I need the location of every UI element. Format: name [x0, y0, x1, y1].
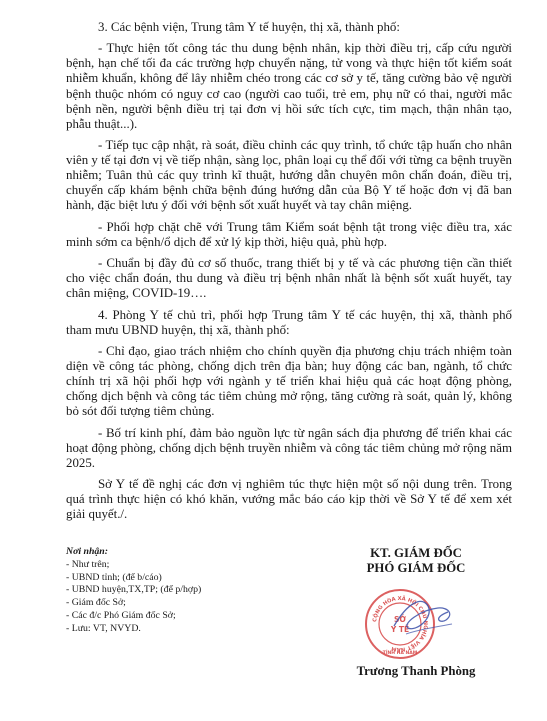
signature-position: PHÓ GIÁM ĐỐC [366, 561, 466, 575]
svg-text:TỈNH HÀ NAM: TỈNH HÀ NAM [382, 651, 418, 656]
signature-block [326, 546, 506, 678]
paragraph: - Phối hợp chặt chẽ với Trung tâm Kiểm soát bệnh tật trong việc điều tra, xác minh sớm ca bệnh/ổ dịch để xử lý kịp thời, hiệu quả, phù hợp. [66, 219, 512, 249]
document-footer [0, 546, 547, 721]
recipients-title: Nơi nhận: [66, 546, 109, 557]
signer-name: Trương Thanh Phòng [356, 664, 476, 678]
recipient-item: - UBND tỉnh; (để b/cáo) [66, 571, 162, 583]
signature-title: KT. GIÁM ĐỐC [370, 546, 462, 560]
seal-and-signature-image [356, 584, 476, 664]
svg-text:Y TẾ: Y TẾ [390, 625, 410, 634]
recipient-item: - Các đ/c Phó Giám đốc Sở; [66, 609, 176, 621]
paragraph: - Chỉ đạo, giao trách nhiệm cho chính quyền địa phương chịu trách nhiệm toàn diện về công tác phòng, chống dịch trên địa bàn; huy động các ban, ngành, tổ chức chính trị xã hội phối hợp với ngành y tế triển khai hiệu quả các hoạt động phòng, chống dịch bệnh và công tác tiêm chủng mở rộng, tăng cường rà soát, quản lý, không bỏ sót đối tượng tiêm chủng. [66, 343, 512, 419]
document-body [66, 20, 512, 529]
paragraph: - Tiếp tục cập nhật, rà soát, điều chỉnh các quy trình, tổ chức tập huấn cho nhân viên y tế tại đơn vị về tiếp nhận, sàng lọc, phân loại cụ thể đối với từng ca bệnh truyền nhiễm; Tuân thủ các quy trình kĩ thuật, hướng dẫn chuyên môn chẩn đoán, điều trị, chuyển cấp khám bệnh chữa bệnh đúng hướng dẫn của Bộ Y tế hoặc đơn vị đã ban hành, đặc biệt lưu ý đối với bệnh sốt xuất huyết và tay chân miệng. [66, 138, 512, 213]
paragraph: - Bố trí kinh phí, đảm bảo nguồn lực từ ngân sách địa phương để triển khai các hoạt động phòng, chống dịch bệnh truyền nhiễm và công tác tiêm chủng mở rộng năm 2025. [66, 425, 512, 470]
closing-paragraph: Sở Y tế đề nghị các đơn vị nghiêm túc thực hiện một số nội dung trên. Trong quá trình thực hiện có khó khăn, vướng mắc báo cáo kịp thời về Sở Y tế để xem xét giải quyết./. [66, 477, 512, 522]
svg-text:SỞ: SỞ [394, 615, 406, 624]
recipient-item: - Giám đốc Sở; [66, 597, 126, 609]
svg-text:CỘNG HÒA XÃ HỘI CHỦ NGHĨA VIỆT: CỘNG HÒA XÃ HỘI CHỦ NGHĨA VIỆT NAM [372, 595, 429, 653]
recipients-block [66, 546, 306, 636]
paragraph: - Chuẩn bị đầy đủ cơ số thuốc, trang thiết bị y tế và các phương tiện cần thiết cho việc chẩn đoán, thu dung và điều trị bệnh nhân nhất là bệnh sốt xuất huyết, tay chân miệng, COVID-19…. [66, 256, 512, 301]
section-3-heading: 3. Các bệnh viện, Trung tâm Y tế huyện, thị xã, thành phố: [98, 20, 400, 34]
section-4-heading: 4. Phòng Y tế chủ trì, phối hợp Trung tâm Y tế các huyện, thị xã, thành phố tham mưu UBND huyện, thị xã, thành phố: [66, 307, 512, 337]
recipient-item: - Lưu: VT, NVYD. [66, 622, 141, 634]
official-seal [356, 584, 476, 664]
recipient-item: - UBND huyện,TX,TP; (để p/hợp) [66, 584, 202, 596]
recipient-item: - Như trên; [66, 558, 110, 570]
paragraph: - Thực hiện tốt công tác thu dung bệnh nhân, kịp thời điều trị, cấp cứu người bệnh, hạn chế tối đa các trường hợp chuyển nặng, tử vong và thực hiện tốt kiểm soát nhiễm khuẩn, không để lây nhiễm chéo trong các cơ sở y tế, tăng cường bảo vệ người bệnh thuộc nhóm có nguy cơ cao (người cao tuổi, trẻ em, phụ nữ có thai, người mắc bệnh nền, người bệnh điều trị tại đơn vị hồi sức tích cực, tim mạch, thận nhân tạo, phẫu thuật...). [66, 41, 512, 131]
